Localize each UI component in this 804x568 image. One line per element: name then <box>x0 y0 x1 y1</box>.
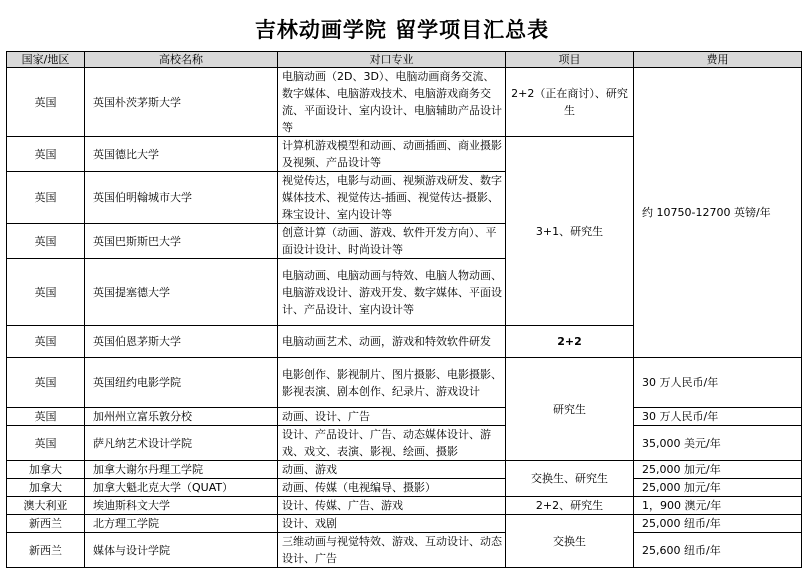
table-row <box>7 497 802 515</box>
table-row <box>7 515 802 533</box>
school-cell: 英国提塞德大学 <box>85 259 278 326</box>
table-row <box>7 408 802 426</box>
table-row <box>7 68 802 137</box>
school-cell: 北方理工学院 <box>85 515 278 533</box>
major-cell: 电脑动画（2D、3D）、电脑动画商务交流、数字媒体、电脑游戏技术、电脑游戏商务交流、平面设计、室内设计、电脑辅助产品设计等 <box>278 68 506 137</box>
country-cell: 英国 <box>7 426 85 461</box>
country-cell: 加拿大 <box>7 479 85 497</box>
header-row <box>7 52 802 68</box>
table-row <box>7 461 802 479</box>
country-cell: 英国 <box>7 137 85 172</box>
table-row <box>7 358 802 408</box>
country-cell: 新西兰 <box>7 515 85 533</box>
country-cell: 英国 <box>7 68 85 137</box>
header-project: 项目 <box>506 52 634 68</box>
fee-cell: 25,600 纽币/年 <box>634 533 802 568</box>
country-cell: 澳大利亚 <box>7 497 85 515</box>
project-cell: 2+2（正在商讨）、研究生 <box>506 68 634 137</box>
fee-cell: 约 10750-12700 英镑/年 <box>634 68 802 358</box>
major-cell: 创意计算（动画、游戏、软件开发方向）、平面设计设计、时尚设计等 <box>278 224 506 259</box>
country-cell: 英国 <box>7 408 85 426</box>
country-cell: 英国 <box>7 172 85 224</box>
major-cell: 电脑动画艺术、动画，游戏和特效软件研发 <box>278 326 506 358</box>
major-cell: 设计、产品设计、广告、动态媒体设计、游戏、戏文、表演、影视、绘画、摄影 <box>278 426 506 461</box>
country-cell: 加拿大 <box>7 461 85 479</box>
school-cell: 英国巴斯斯巴大学 <box>85 224 278 259</box>
header-major: 对口专业 <box>278 52 506 68</box>
table-row <box>7 533 802 568</box>
project-cell: 研究生 <box>506 358 634 461</box>
project-cell: 3+1、研究生 <box>506 137 634 326</box>
school-cell: 加拿大谢尔丹理工学院 <box>85 461 278 479</box>
country-cell: 英国 <box>7 358 85 408</box>
fee-cell: 25,000 加元/年 <box>634 479 802 497</box>
project-cell: 2+2、研究生 <box>506 497 634 515</box>
table-row <box>7 479 802 497</box>
major-cell: 设计、传媒、广告、游戏 <box>278 497 506 515</box>
school-cell: 英国朴茨茅斯大学 <box>85 68 278 137</box>
project-cell: 2+2 <box>506 326 634 358</box>
fee-cell: 1，900 澳元/年 <box>634 497 802 515</box>
country-cell: 新西兰 <box>7 533 85 568</box>
project-cell: 交换生、研究生 <box>506 461 634 497</box>
header-school: 高校名称 <box>85 52 278 68</box>
school-cell: 埃迪斯科文大学 <box>85 497 278 515</box>
school-cell: 加州州立富乐敦分校 <box>85 408 278 426</box>
country-cell: 英国 <box>7 224 85 259</box>
school-cell: 英国纽约电影学院 <box>85 358 278 408</box>
fee-cell: 30 万人民币/年 <box>634 358 802 408</box>
fee-cell: 30 万人民币/年 <box>634 408 802 426</box>
country-cell: 英国 <box>7 326 85 358</box>
major-cell: 计算机游戏模型和动画、动画插画、商业摄影及视频、产品设计等 <box>278 137 506 172</box>
table-row <box>7 426 802 461</box>
fee-cell: 25,000 纽币/年 <box>634 515 802 533</box>
school-cell: 萨凡纳艺术设计学院 <box>85 426 278 461</box>
project-cell: 交换生 <box>506 515 634 568</box>
major-cell: 视觉传达，电影与动画、视频游戏研发、数字媒体技术、视觉传达-插画、视觉传达-摄影、珠宝设计、室内设计等 <box>278 172 506 224</box>
program-summary-table <box>6 51 802 568</box>
fee-cell: 25,000 加元/年 <box>634 461 802 479</box>
major-cell: 电脑动画、电脑动画与特效、电脑人物动画、电脑游戏设计、游戏开发、数字媒体、平面设计、产品设计、室内设计等 <box>278 259 506 326</box>
country-cell: 英国 <box>7 259 85 326</box>
major-cell: 动画、设计、广告 <box>278 408 506 426</box>
page-title: 吉林动画学院 留学项目汇总表 <box>254 18 550 42</box>
fee-cell: 35,000 美元/年 <box>634 426 802 461</box>
school-cell: 加拿大魁北克大学（QUAT） <box>85 479 278 497</box>
school-cell: 英国伯恩茅斯大学 <box>85 326 278 358</box>
major-cell: 动画、传媒（电视编导、摄影） <box>278 479 506 497</box>
major-cell: 三维动画与视觉特效、游戏、互动设计、动态设计、广告 <box>278 533 506 568</box>
school-cell: 英国德比大学 <box>85 137 278 172</box>
header-fee: 费用 <box>634 52 802 68</box>
major-cell: 电影创作、影视制片、图片摄影、电影摄影、影视表演、剧本创作、纪录片、游戏设计 <box>278 358 506 408</box>
header-country: 国家/地区 <box>7 52 85 68</box>
major-cell: 设计、戏剧 <box>278 515 506 533</box>
major-cell: 动画、游戏 <box>278 461 506 479</box>
school-cell: 英国伯明翰城市大学 <box>85 172 278 224</box>
school-cell: 媒体与设计学院 <box>85 533 278 568</box>
